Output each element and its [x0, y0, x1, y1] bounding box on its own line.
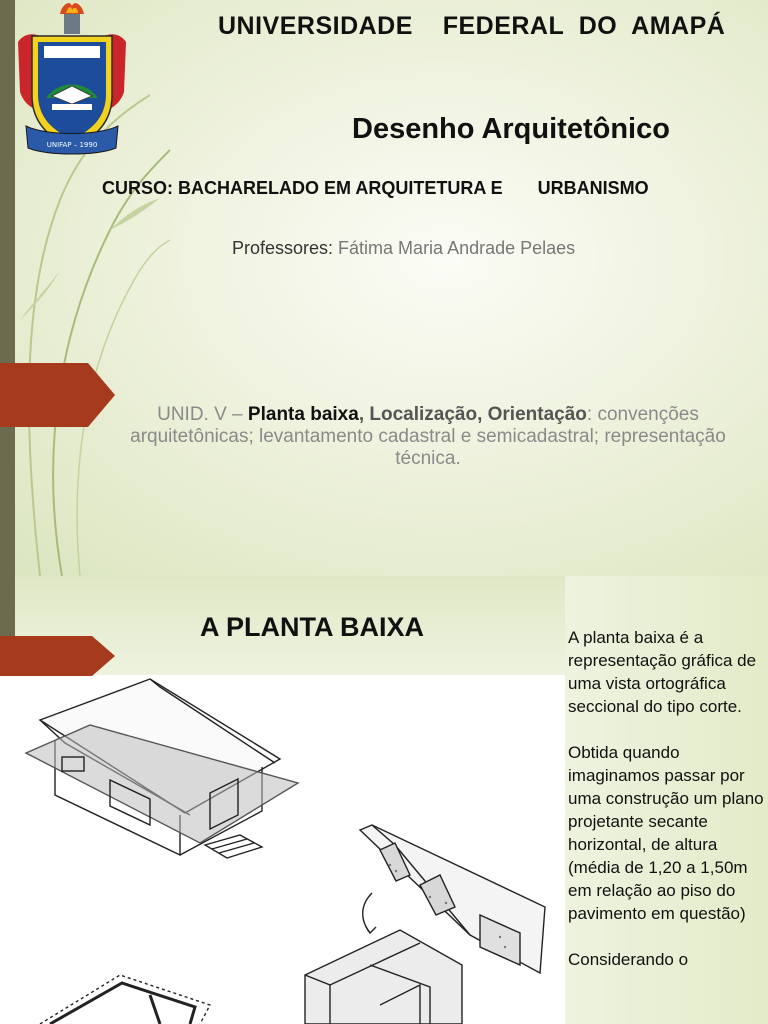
university-name: UNIVERSIDADE FEDERAL DO AMAPÁ	[218, 12, 726, 40]
unit-topic-rest: : convenções arquitetônicas; levantamento cadastral e semicadastral; representação técnica.	[130, 404, 726, 469]
section-title: A PLANTA BAIXA	[200, 612, 424, 642]
paragraph: Considerando o	[568, 950, 689, 969]
professors-line	[232, 238, 575, 259]
professor-name: Fátima Maria Andrade Pelaes	[338, 238, 576, 258]
house-section-illustration	[0, 675, 565, 1024]
course-name: CURSO: BACHARELADO EM ARQUITETURA E URBANISMO	[102, 178, 649, 198]
unit-prefix: UNID. V –	[157, 404, 248, 425]
paragraph: A planta baixa é a representação gráfica de uma vista ortográfica seccional do tipo corte.	[568, 628, 757, 716]
unit-description	[100, 404, 756, 470]
red-arrow-tab	[0, 636, 115, 676]
university-crest-logo	[16, 0, 128, 160]
slide-title: Desenho Arquitetônico	[352, 113, 670, 145]
paragraph: Obtida quando imaginamos passar por uma construção um plano projetante secante horizontal, de altura (média de 1,20 a 1,50m em relação ao piso do pavimento em questão)	[568, 743, 764, 923]
crest-ribbon-text: UNIFAP – 1990	[46, 141, 98, 149]
unit-topic-primary: Planta baixa	[247, 404, 359, 425]
unit-topic-secondary: , Localização, Orientação	[358, 404, 587, 425]
explanation-text	[568, 626, 766, 994]
professors-label: Professores:	[232, 238, 339, 258]
content-slide	[0, 576, 768, 1024]
